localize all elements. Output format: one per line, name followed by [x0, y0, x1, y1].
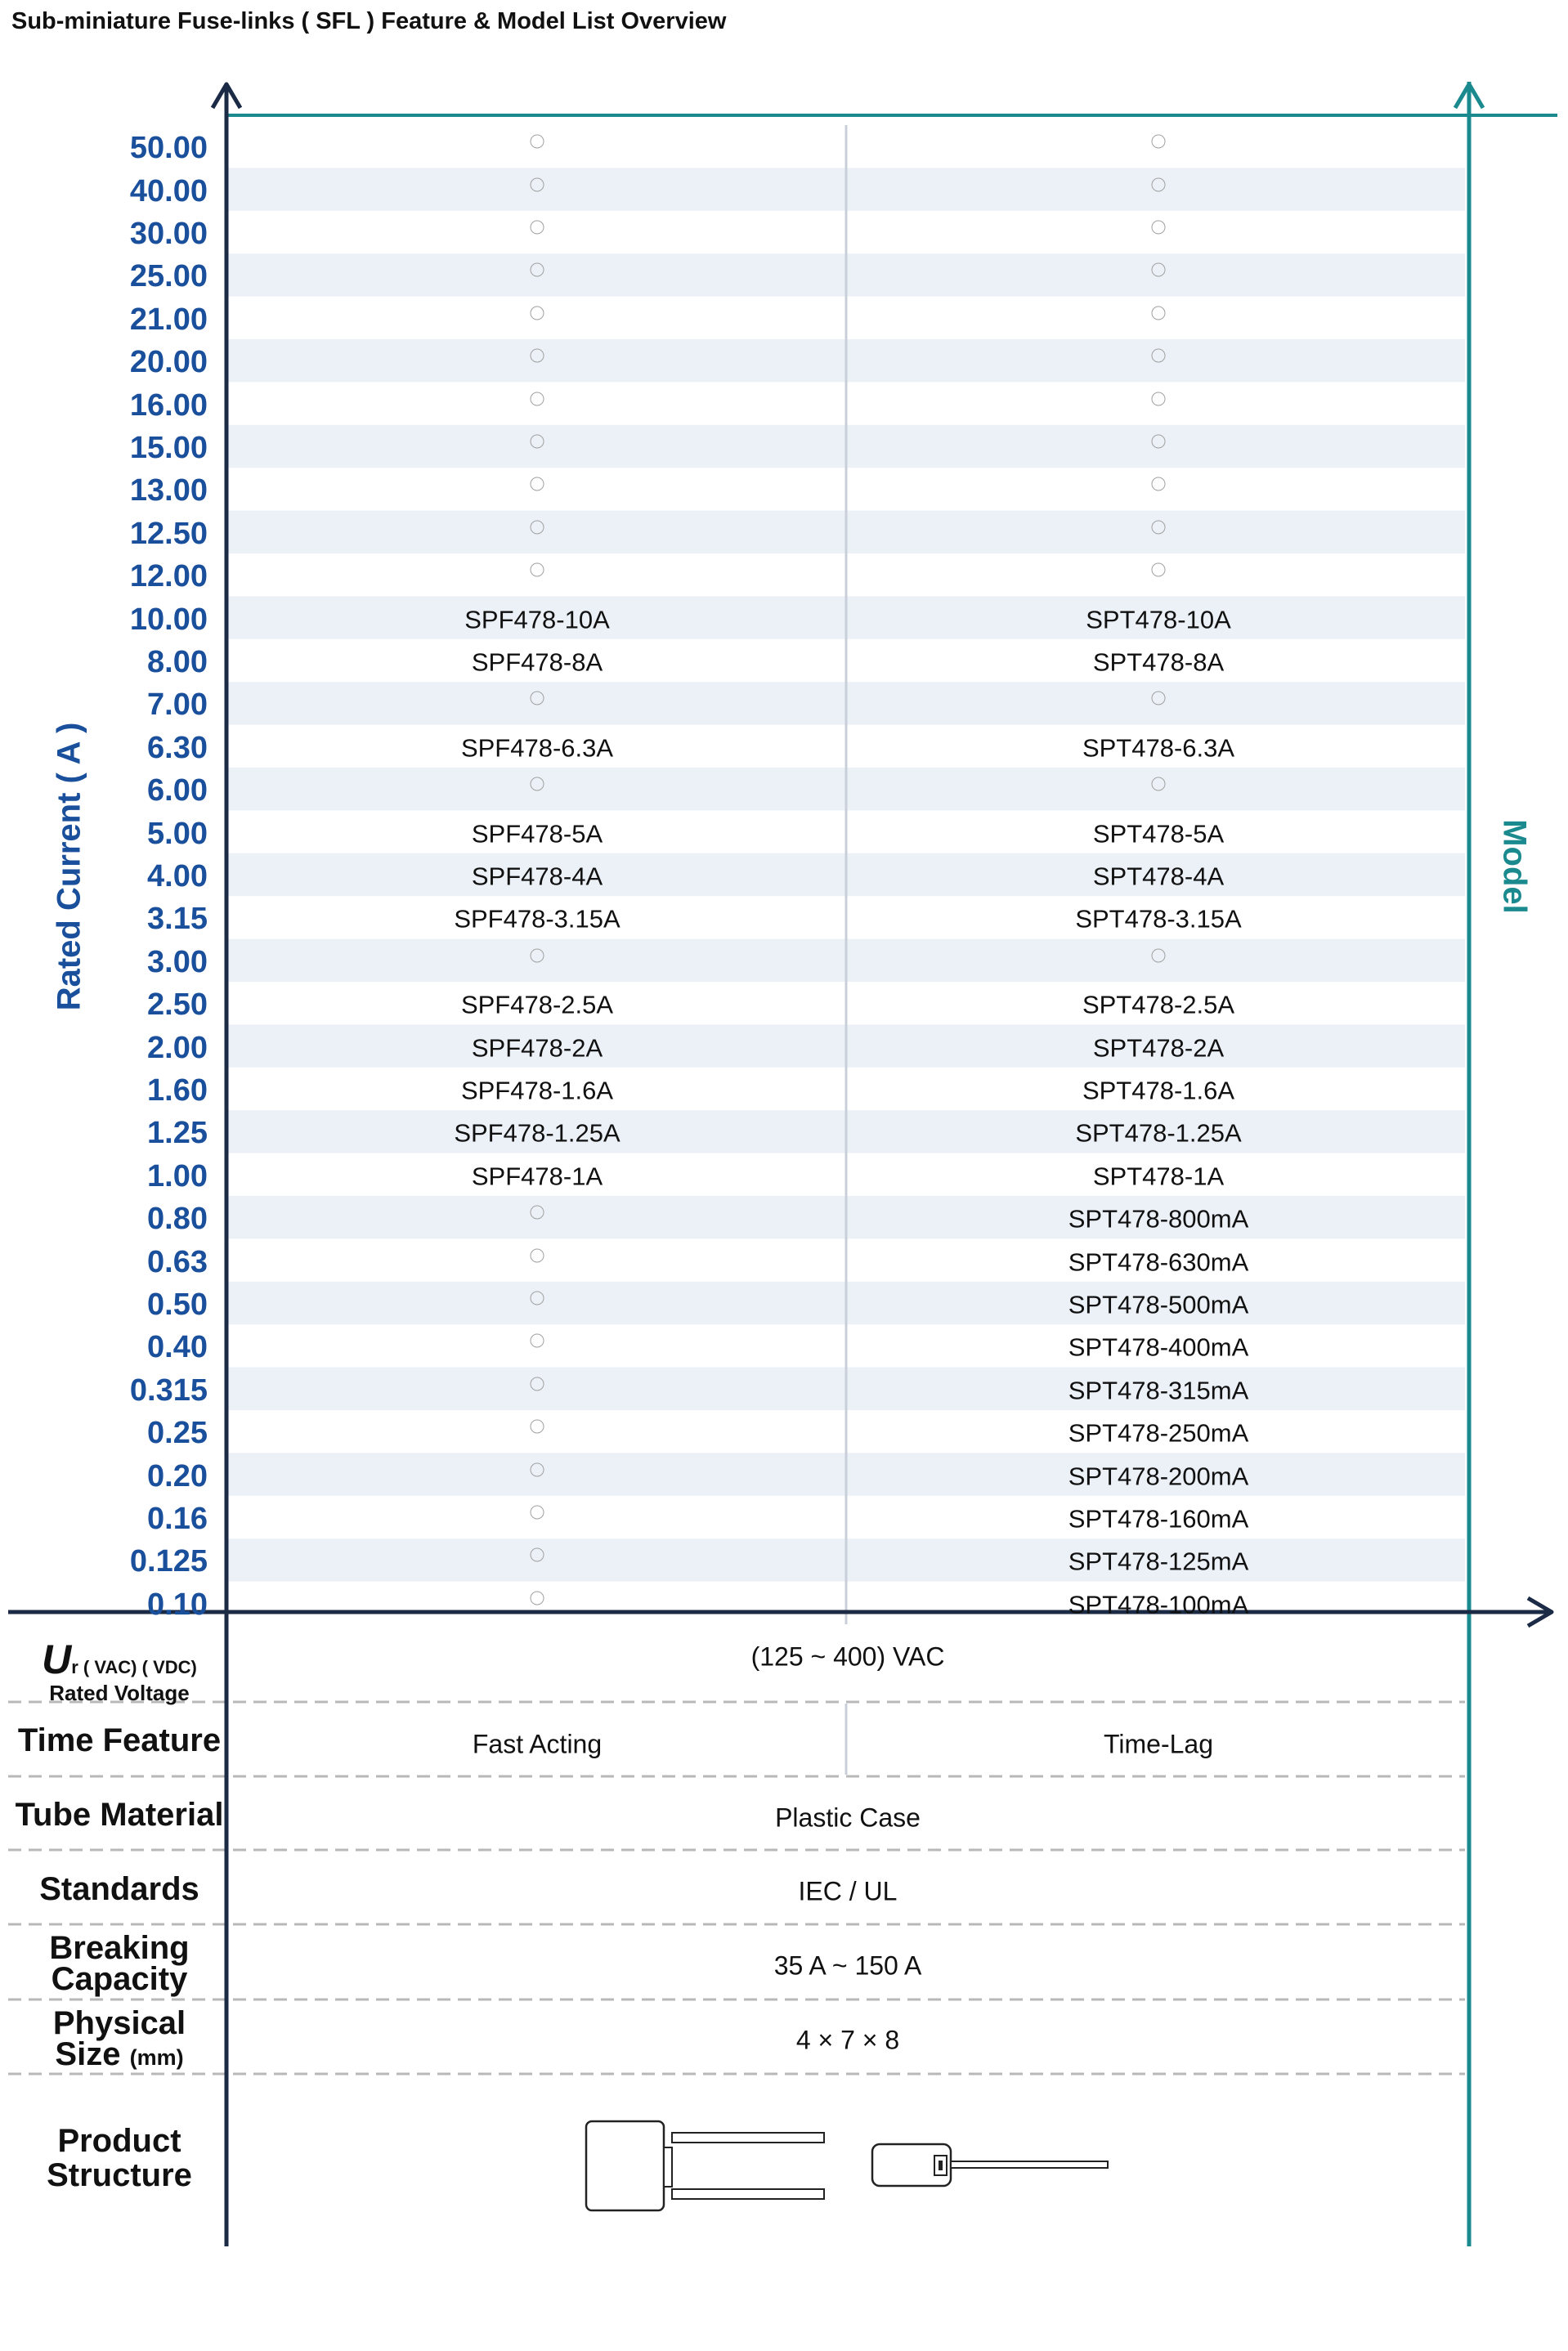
- size-unit: (mm): [129, 2045, 184, 2070]
- model-cell: SPT478-125mA: [1068, 1547, 1249, 1576]
- structure-label-line1: Product: [57, 2123, 181, 2159]
- breaking-capacity-value: 35 A ~ 150 A: [773, 1950, 922, 1981]
- rated-current-tick: 8.00: [147, 645, 208, 679]
- page-title: Sub-miniature Fuse-links ( SFL ) Feature & Model List Overview: [11, 8, 727, 34]
- model-cell: SPF478-1A: [471, 1162, 603, 1191]
- size-label-line1: Physical: [52, 2005, 186, 2041]
- empty-circle-marker: [531, 1377, 544, 1390]
- rated-current-tick: 30.00: [129, 217, 208, 251]
- empty-circle-marker: [531, 392, 544, 405]
- rated-current-tick: 50.00: [129, 131, 208, 166]
- model-cell: SPT478-1.25A: [1075, 1118, 1242, 1148]
- model-cell: SPF478-2A: [471, 1033, 603, 1063]
- time-lag-value: Time-Lag: [1104, 1729, 1213, 1759]
- rated-current-tick: 21.00: [129, 302, 208, 337]
- rated-current-tick: 0.80: [147, 1202, 208, 1237]
- model-cell: SPT478-2A: [1092, 1033, 1225, 1063]
- empty-circle-marker: [531, 1248, 544, 1262]
- rated-current-tick: 0.125: [129, 1544, 208, 1579]
- rated-current-tick: 0.25: [147, 1416, 208, 1451]
- empty-circle-marker: [531, 1334, 544, 1348]
- model-cell: SPF478-1.25A: [454, 1118, 620, 1148]
- empty-circle-marker: [531, 1462, 544, 1476]
- empty-circle-marker: [1152, 177, 1166, 191]
- model-cell: SPF478-5A: [471, 819, 603, 849]
- rated-current-tick: 1.60: [147, 1073, 208, 1108]
- model-cell: SPT478-400mA: [1068, 1332, 1249, 1362]
- empty-circle-marker: [531, 1591, 544, 1605]
- rated-current-tick: 0.63: [147, 1244, 208, 1279]
- rated-current-tick: 0.20: [147, 1458, 208, 1493]
- model-cell: SPF478-1.6A: [460, 1076, 614, 1105]
- breaking-label-line2: Capacity: [51, 1961, 188, 1997]
- empty-circle-marker: [531, 1206, 544, 1220]
- model-cell: SPT478-800mA: [1068, 1204, 1249, 1234]
- rated-current-tick: 12.50: [129, 516, 208, 551]
- rated-current-tick: 2.00: [147, 1030, 208, 1065]
- empty-circle-marker: [1152, 392, 1166, 405]
- empty-circle-marker: [531, 135, 544, 149]
- empty-circle-marker: [531, 1292, 544, 1305]
- time-feature-label: Time Feature: [17, 1722, 222, 1758]
- model-cell: SPT478-6.3A: [1082, 733, 1235, 763]
- model-cell: SPT478-160mA: [1068, 1504, 1249, 1534]
- model-cell: SPF478-6.3A: [460, 733, 614, 763]
- structure-label-line2: Structure: [47, 2157, 192, 2193]
- empty-circle-marker: [531, 520, 544, 534]
- fuse-base: [664, 2147, 672, 2187]
- y-axis-title: Rated Current ( A ): [51, 722, 87, 1011]
- empty-circle-marker: [1152, 520, 1166, 534]
- empty-circle-marker: [531, 1420, 544, 1434]
- fast-acting-value: Fast Acting: [472, 1729, 603, 1759]
- model-cell: SPF478-4A: [471, 862, 603, 891]
- empty-circle-marker: [1152, 563, 1166, 577]
- rated-current-tick: 3.00: [147, 944, 208, 979]
- rated-current-tick: 0.10: [147, 1587, 208, 1622]
- rated-current-tick: 2.50: [147, 987, 208, 1023]
- model-cell: SPF478-3.15A: [454, 904, 620, 934]
- model-cell: SPT478-10A: [1086, 605, 1231, 634]
- rated-current-tick: 16.00: [129, 387, 208, 423]
- model-cell: SPF478-2.5A: [460, 990, 614, 1019]
- product-structure-label: [47, 2125, 192, 2191]
- empty-circle-marker: [531, 563, 544, 577]
- empty-circle-marker: [531, 349, 544, 363]
- empty-circle-marker: [1152, 435, 1166, 449]
- breaking-label-line1: Breaking: [49, 1930, 190, 1966]
- fuse-lead-upper: [672, 2133, 824, 2143]
- model-cell: SPT478-2.5A: [1082, 990, 1235, 1019]
- rated-current-tick: 10.00: [129, 602, 208, 637]
- empty-circle-marker: [1152, 135, 1166, 149]
- rated-current-tick: 15.00: [129, 431, 208, 465]
- model-cell: SPF478-8A: [471, 647, 603, 677]
- fuse-body-front: [586, 2121, 664, 2210]
- breaking-capacity-label: [49, 1932, 189, 1995]
- empty-circle-marker: [531, 435, 544, 449]
- empty-circle-marker: [1152, 948, 1166, 962]
- model-cell: SPT478-1.6A: [1082, 1076, 1235, 1105]
- model-cell: SPF478-10A: [464, 605, 610, 634]
- standards-value: IEC / UL: [798, 1876, 898, 1906]
- tube-material-value: Plastic Case: [775, 1802, 921, 1833]
- model-cell: SPT478-500mA: [1068, 1290, 1249, 1319]
- empty-circle-marker: [1152, 263, 1166, 277]
- rated-current-tick: 13.00: [129, 473, 208, 508]
- empty-circle-marker: [1152, 477, 1166, 491]
- rated-voltage-value: (125 ~ 400) VAC: [750, 1641, 945, 1672]
- rated-current-tick: 6.30: [147, 730, 208, 765]
- empty-circle-marker: [531, 221, 544, 235]
- fuse-lead-lower: [672, 2189, 824, 2199]
- rated-current-tick: 6.00: [147, 773, 208, 808]
- model-axis-title: Model: [1496, 819, 1533, 914]
- rated-current-tick: 3.15: [147, 902, 208, 937]
- standards-label: Standards: [39, 1871, 199, 1907]
- rated-current-tick: 0.16: [147, 1502, 208, 1536]
- rated-current-tick: 12.00: [129, 559, 208, 594]
- empty-circle-marker: [531, 777, 544, 791]
- rated-current-tick: 40.00: [129, 173, 208, 208]
- empty-circle-marker: [531, 177, 544, 191]
- empty-circle-marker: [1152, 349, 1166, 363]
- empty-circle-marker: [531, 692, 544, 705]
- rated-current-tick: 20.00: [129, 345, 208, 380]
- rated-current-tick: 4.00: [147, 859, 208, 893]
- rated-current-tick: 7.00: [147, 687, 208, 723]
- rated-current-tick: 1.00: [147, 1158, 208, 1193]
- model-cell: SPT478-315mA: [1068, 1376, 1249, 1405]
- empty-circle-marker: [1152, 692, 1166, 705]
- empty-circle-marker: [531, 948, 544, 962]
- model-cell: SPT478-630mA: [1068, 1247, 1249, 1277]
- rated-current-tick: 25.00: [129, 259, 208, 294]
- rated-voltage-label: [42, 1636, 197, 1705]
- size-label-text: Size: [55, 2036, 121, 2072]
- rated-current-tick: 1.25: [147, 1116, 208, 1151]
- model-cell: SPT478-100mA: [1068, 1590, 1249, 1619]
- rated-voltage-text: Rated Voltage: [49, 1680, 190, 1705]
- empty-circle-marker: [531, 477, 544, 491]
- empty-circle-marker: [1152, 777, 1166, 791]
- rated-current-tick: 5.00: [147, 816, 208, 851]
- model-cell: SPT478-250mA: [1068, 1418, 1249, 1448]
- model-cell: SPT478-3.15A: [1075, 904, 1242, 934]
- voltage-subscript: r ( VAC) ( VDC): [71, 1656, 197, 1677]
- empty-circle-marker: [531, 263, 544, 277]
- model-cell: SPT478-8A: [1092, 647, 1225, 677]
- rated-current-tick: 0.50: [147, 1287, 208, 1322]
- model-cell: SPT478-200mA: [1068, 1462, 1249, 1491]
- empty-circle-marker: [531, 1506, 544, 1520]
- model-cell: SPT478-4A: [1092, 862, 1225, 891]
- rated-current-tick: 0.40: [147, 1330, 208, 1365]
- voltage-symbol: U: [42, 1636, 72, 1682]
- model-cell: SPT478-1A: [1092, 1162, 1225, 1191]
- empty-circle-marker: [1152, 306, 1166, 320]
- size-label-line2: [53, 2036, 186, 2072]
- fuse-side-lead: [951, 2161, 1108, 2168]
- tube-material-label: Tube Material: [15, 1797, 224, 1833]
- fuse-side-element: [939, 2161, 943, 2170]
- model-cell: SPT478-5A: [1092, 819, 1225, 849]
- empty-circle-marker: [531, 306, 544, 320]
- rated-current-tick: 0.315: [129, 1373, 208, 1408]
- empty-circle-marker: [531, 1548, 544, 1562]
- physical-size-label: [52, 2005, 186, 2072]
- empty-circle-marker: [1152, 221, 1166, 235]
- physical-size-value: 4 × 7 × 8: [795, 2025, 900, 2055]
